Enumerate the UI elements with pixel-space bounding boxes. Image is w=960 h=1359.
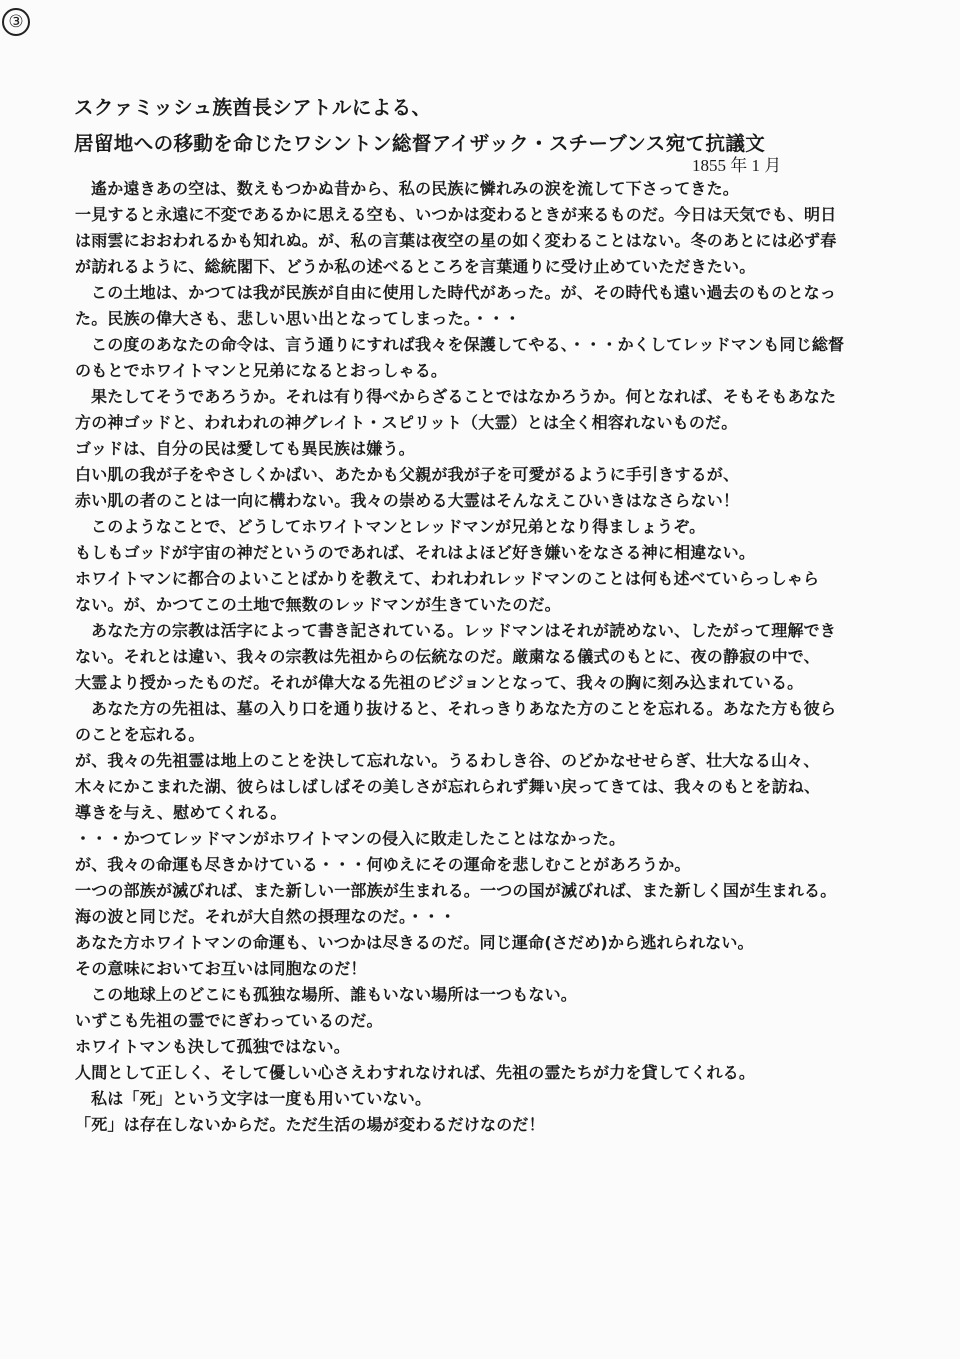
text-line: ホワイトマンに都合のよいことばかりを教えて、われわれレッドマンのことは何も述べていらっしゃら bbox=[75, 569, 820, 588]
text-line: 方の神ゴッドと、われわれの神グレイト・スピリット（大霊）とは全く相容れないものだ。 bbox=[75, 413, 738, 432]
text-line: あなた方ホワイトマンの命運も、いつかは尽きるのだ。同じ運命(さだめ)から逃れられない。 bbox=[75, 933, 754, 952]
text-line: もしもゴッドが宇宙の神だというのであれば、それはよほど好き嫌いをなさる神に相違ない。 bbox=[75, 543, 756, 562]
text-line: 果たしてそうであろうか。それは有り得べからざることではなかろうか。何となれば、そもそもあなた bbox=[91, 387, 837, 406]
text-line: この度のあなたの命令は、言う通りにすれば我々を保護してやる、・・・かくしてレッドマンも同じ総督 bbox=[91, 335, 845, 354]
text-line: が訪れるように、総統閣下、どうか私の述べるところを言葉通りに受け止めていただきたい。 bbox=[75, 257, 756, 276]
page-number-badge: ③ bbox=[2, 8, 30, 36]
text-line: 人間として正しく、そして優しい心さえわすれなければ、先祖の霊たちが力を貸してくれる。 bbox=[75, 1063, 756, 1082]
text-line: は雨雲におおわれるかも知れぬ。が、私の言葉は夜空の星の如く変わることはない。冬のあとには必ず春 bbox=[75, 231, 837, 250]
text-line: が、我々の命運も尽きかけている・・・何ゆえにその運命を悲しむことがあろうか。 bbox=[75, 855, 691, 874]
letter-date: 1855 年 1 月 bbox=[692, 156, 782, 175]
text-line: ・・・かつてレッドマンがホワイトマンの侵入に敗走したことはなかった。 bbox=[75, 829, 626, 848]
text-line: 私は「死」という文字は一度も用いていない。 bbox=[91, 1089, 432, 1108]
title-line-1: スクァミッシュ族酋長シアトルによる、 bbox=[74, 96, 432, 119]
text-line: た。民族の偉大さも、悲しい思い出となってしまった。・・・ bbox=[75, 309, 521, 328]
text-line: 遙か遠きあの空は、数えもつかぬ昔から、私の民族に憐れみの涙を流して下さってきた。 bbox=[91, 179, 740, 198]
text-line: この地球上のどこにも孤独な場所、誰もいない場所は一つもない。 bbox=[91, 985, 578, 1004]
text-line: ゴッドは、自分の民は愛しても異民族は嫌う。 bbox=[75, 439, 415, 458]
text-line: 木々にかこまれた湖、彼らはしばしばその美しさが忘れられず舞い戻ってきては、我々のもとを訪ね、 bbox=[75, 777, 821, 796]
text-line: このようなことで、どうしてホワイトマンとレッドマンが兄弟となり得ましょうぞ。 bbox=[91, 517, 706, 536]
text-line: ない。が、かつてこの土地で無数のレッドマンが生きていたのだ。 bbox=[75, 595, 561, 614]
text-line: 「死」は存在しないからだ。ただ生活の場が変わるだけなのだ！ bbox=[75, 1115, 545, 1134]
text-line: が、我々の先祖霊は地上のことを決して忘れない。うるわしき谷、のどかなせせらぎ、壮大なる山々、 bbox=[75, 751, 820, 770]
text-line: その意味においてお互いは同胞なのだ！ bbox=[75, 959, 367, 978]
text-line: ホワイトマンも決して孤独ではない。 bbox=[75, 1037, 350, 1056]
text-line: のことを忘れる。 bbox=[75, 725, 205, 744]
text-line: 導きを与え、慰めてくれる。 bbox=[75, 803, 287, 822]
text-line: 海の波と同じだ。それが大自然の摂理なのだ。・・・ bbox=[75, 907, 456, 926]
text-line: 一つの部族が滅びれば、また新しい一部族が生まれる。一つの国が滅びれば、また新しく国が生まれる。 bbox=[75, 881, 837, 900]
title-line-2: 居留地への移動を命じたワシントン総督アイザック・スチーブンス宛て抗議文 bbox=[74, 132, 766, 155]
text-line: のもとでホワイトマンと兄弟になるとおっしゃる。 bbox=[75, 361, 448, 380]
text-line: いずこも先祖の霊でにぎわっているのだ。 bbox=[75, 1011, 383, 1030]
text-line: 大霊より授かったものだ。それが偉大なる先祖のビジョンとなって、我々の胸に刻み込まれている。 bbox=[75, 673, 804, 692]
text-line: あなた方の先祖は、墓の入り口を通り抜けると、それっきりあなた方のことを忘れる。あなた方も彼ら bbox=[91, 699, 837, 718]
letter-body bbox=[75, 176, 875, 1138]
text-line: 赤い肌の者のことは一向に構わない。我々の崇める大霊はそんなえこひいきはなさらない！ bbox=[75, 491, 740, 510]
text-line: ない。それとは違い、我々の宗教は先祖からの伝統なのだ。厳粛なる儀式のもとに、夜の静寂の中で、 bbox=[75, 647, 820, 666]
text-line: あなた方の宗教は活字によって書き記されている。レッドマンはそれが読めない、したがって理解でき bbox=[91, 621, 837, 640]
letter-title bbox=[74, 90, 765, 162]
text-line: 白い肌の我が子をやさしくかばい、あたかも父親が我が子を可愛がるように手引きするが、 bbox=[75, 465, 740, 484]
text-line: この土地は、かつては我が民族が自由に使用した時代があった。が、その時代も遠い過去のものとなっ bbox=[91, 283, 837, 302]
text-line: 一見すると永遠に不変であるかに思える空も、いつかは変わるときが来るものだ。今日は天気でも、明日 bbox=[75, 205, 837, 224]
